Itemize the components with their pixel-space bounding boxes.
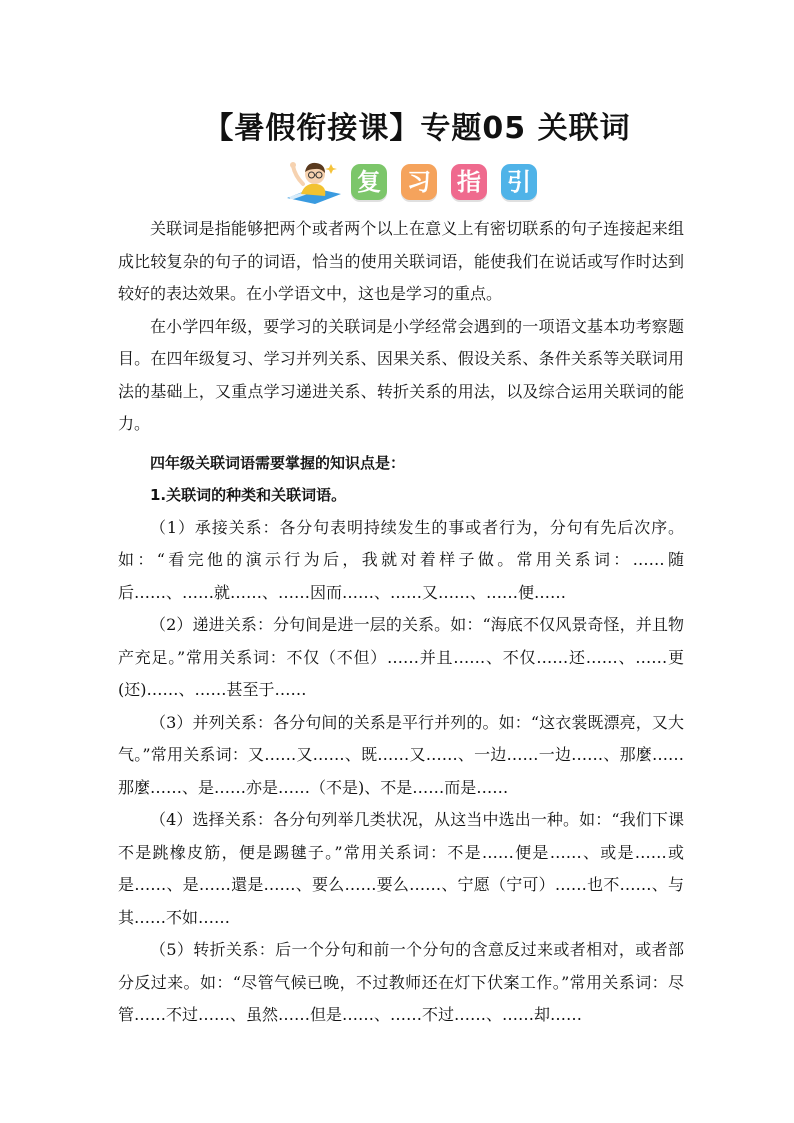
page-title: 【暑假衔接课】专题05 关联词 bbox=[203, 111, 631, 146]
review-guide-banner bbox=[283, 158, 551, 206]
student-mascot-icon bbox=[283, 158, 345, 206]
relation-item-1: （1）承接关系：各分句表明持续发生的事或者行为，分句有先后次序。如：“看完他的演示行为后，我就对着样子做。常用关系词：……随后……、……就……、……因而……、……又……、……便…… bbox=[118, 517, 684, 602]
guide-char-review-2: 习 bbox=[401, 164, 437, 200]
section-subheading: 1.关联词的种类和关联词语。 bbox=[150, 486, 347, 504]
relation-item-5: （5）转折关系：后一个分句和前一个分句的含意反过来或者相对，或者部分反过来。如：“尽管气候已晚，不过教师还在灯下伏案工作。”常用关系词：尽管……不过……、虽然……但是……、……不过……、……却…… bbox=[118, 940, 684, 1024]
section-heading: 四年级关联词语需要掌握的知识点是： bbox=[150, 453, 406, 472]
document-body bbox=[118, 213, 684, 1032]
guide-char-guide-2: 引 bbox=[501, 164, 537, 200]
relation-item-2: （2）递进关系：分句间是进一层的关系。如：“海底不仅风景奇怪，并且物产充足。”常用关系词：不仅（不但）……并且……、不仅……还……、……更(还)……、……甚至于…… bbox=[118, 615, 684, 699]
guide-char-review-1: 复 bbox=[351, 164, 387, 200]
guide-char-guide-1: 指 bbox=[451, 164, 487, 200]
relation-item-4: （4）选择关系：各分句列举几类状况，从这当中选出一种。如：“我们下课不是跳橡皮筋，便是踢毽子。”常用关系词：不是……便是……、或是……或是……、是……還是……、要么……要么……、宁愿（宁可）……也不……、与其……不如…… bbox=[118, 810, 684, 927]
intro-paragraph-1: 关联词是指能够把两个或者两个以上在意义上有密切联系的句子连接起来组成比较复杂的句子的词语，恰当的使用关联词语，能使我们在说话或写作时达到较好的表达效果。在小学语文中，这也是学习的重点。 bbox=[118, 219, 684, 303]
relation-item-3: （3）并列关系：各分句间的关系是平行并列的。如：“这衣裳既漂亮，又大气。”常用关系词：又……又……、既……又……、一边……一边……、那麼……那麼……、是……亦是……（不是)、不是……而是…… bbox=[118, 712, 684, 797]
intro-paragraph-2: 在小学四年级，要学习的关联词是小学经常会遇到的一项语文基本功考察题目。在四年级复习、学习并列关系、因果关系、假设关系、条件关系等关联词用法的基础上，又重点学习递进关系、转折关系的用法，以及综合运用关联词的能力。 bbox=[118, 316, 684, 433]
